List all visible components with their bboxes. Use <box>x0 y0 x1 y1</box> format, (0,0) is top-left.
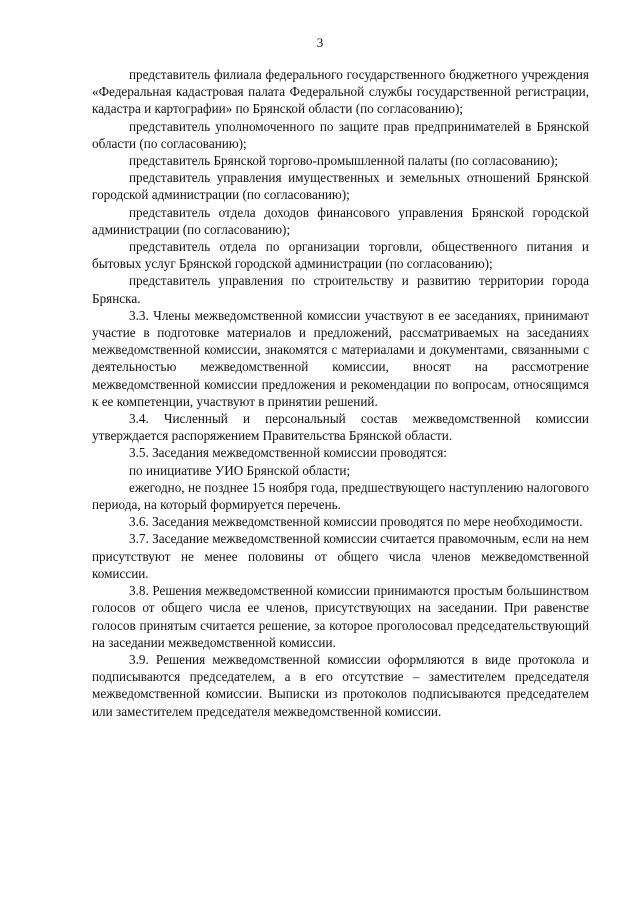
document-body <box>92 66 589 720</box>
paragraph-clause-3-9: 3.9. Решения межведомственной комиссии оформляются в виде протокола и подписываются председателем, а в его отсутствие – заместителем председателя межведомственной комиссии. Выписки из протоколов подписываются председателем или заместителем председателя межведомственной комиссии. <box>92 651 589 719</box>
paragraph-clause-3-5: 3.5. Заседания межведомственной комиссии проводятся: <box>129 445 447 461</box>
paragraph: представитель управления по строительству и развитию территории города Брянска. <box>92 273 589 306</box>
page-number: 3 <box>316 35 324 50</box>
paragraph: представитель управления имущественных и земельных отношений Брянской городской администрации (по согласованию); <box>92 170 589 203</box>
paragraph: представитель филиала федерального государственного бюджетного учреждения «Федеральная кадастровая палата Федеральной службы государственной регистрации, кадастра и картографии» по Брянской области (по согласованию); <box>92 67 589 117</box>
paragraph-clause-3-3: 3.3. Члены межведомственной комиссии участвуют в ее заседаниях, принимают участие в подготовке материалов и предложений, рассматриваемых на заседаниях межведомственной комиссии, знакомятся с материалами и документами, связанными с деятельностью межведомственной комиссии, вносят на рассмотрение межведомственной комиссии предложения и рекомендации по вопросам, относящимся к ее компетенции, участвуют в принятии решений. <box>92 307 589 409</box>
paragraph: по инициативе УИО Брянской области; <box>129 462 351 478</box>
paragraph: представитель уполномоченного по защите прав предпринимателей в Брянской области (по согласованию); <box>92 118 589 151</box>
paragraph: представитель Брянской торгово-промышленной палаты (по согласованию); <box>129 153 559 169</box>
paragraph: представитель отдела по организации торговли, общественного питания и бытовых услуг Брянской городской администрации (по согласованию); <box>92 239 589 272</box>
paragraph-clause-3-7: 3.7. Заседание межведомственной комиссии считается правомочным, если на нем присутствуют не менее половины от общего числа членов межведомственной комиссии. <box>92 531 589 581</box>
paragraph-clause-3-8: 3.8. Решения межведомственной комиссии принимаются простым большинством голосов от общего числа ее членов, присутствующих на заседании. При равенстве голосов принятым считается решение, за которое проголосовал председательствующий на заседании межведомственной комиссии. <box>92 583 589 650</box>
paragraph: представитель отдела доходов финансового управления Брянской городской администрации (по согласованию); <box>92 204 589 237</box>
paragraph-clause-3-4: 3.4. Численный и персональный состав межведомственной комиссии утверждается распоряжением Правительства Брянской области. <box>92 411 589 444</box>
paragraph-clause-3-6: 3.6. Заседания межведомственной комиссии проводятся по мере необходимости. <box>129 514 583 530</box>
paragraph: ежегодно, не позднее 15 ноября года, предшествующего наступлению налогового периода, на который формируется перечень. <box>92 479 589 513</box>
